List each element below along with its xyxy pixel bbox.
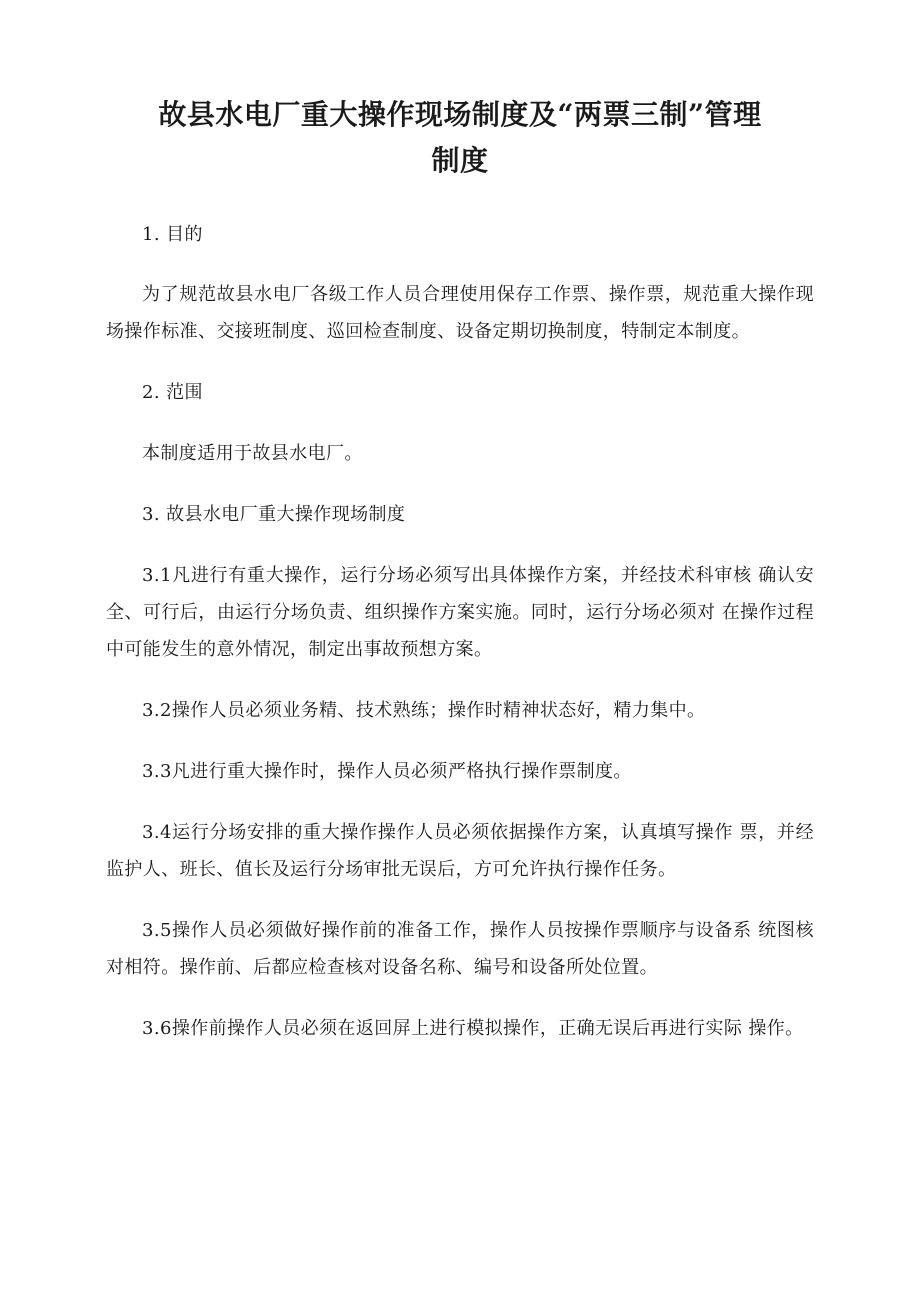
clause-3-3: 3.3凡进行重大操作时，操作人员必须严格执行操作票制度。 — [142, 761, 632, 782]
document-page — [106, 92, 814, 1047]
clause-3-2: 3.2操作人员必须业务精、技术熟练；操作时精神状态好，精力集中。 — [142, 700, 706, 721]
clause-3-5: 3.5操作人员必须做好操作前的准备工作，操作人员按操作票顺序与设备系 统图核对相符。操作前、后都应检查核对设备名称、编号和设备所处位置。 — [106, 920, 814, 978]
document-title — [106, 92, 814, 184]
clause-3-4: 3.4运行分场安排的重大操作操作人员必须依据操作方案，认真填写操作 票，并经监护人、班长、值长及运行分场审批无误后，方可允许执行操作任务。 — [106, 822, 814, 880]
section-2-body: 本制度适用于故县水电厂。 — [142, 443, 363, 464]
section-1-heading: 1. 目的 — [142, 224, 203, 245]
document-title-line-1: 故县水电厂重大操作现场制度及“两票三制”管理 — [158, 98, 762, 131]
clause-3-1: 3.1凡进行有重大操作，运行分场必须写出具体操作方案，并经技术科审核 确认安全、可行后，由运行分场负责、组织操作方案实施。同时，运行分场必须对 在操作过程中可能发生的意外情况，制定出事故预想方案。 — [106, 565, 814, 660]
section-2-heading: 2. 范围 — [142, 382, 203, 403]
clause-3-6: 3.6操作前操作人员必须在返回屏上进行模拟操作，正确无误后再进行实际 操作。 — [142, 1018, 804, 1039]
section-1-body: 为了规范故县水电厂各级工作人员合理使用保存工作票、操作票，规范重大操作现场操作标准、交接班制度、巡回检查制度、设备定期切换制度，特制定本制度。 — [106, 284, 814, 342]
document-title-line-2: 制度 — [431, 144, 489, 177]
section-3-heading: 3. 故县水电厂重大操作现场制度 — [142, 504, 406, 525]
